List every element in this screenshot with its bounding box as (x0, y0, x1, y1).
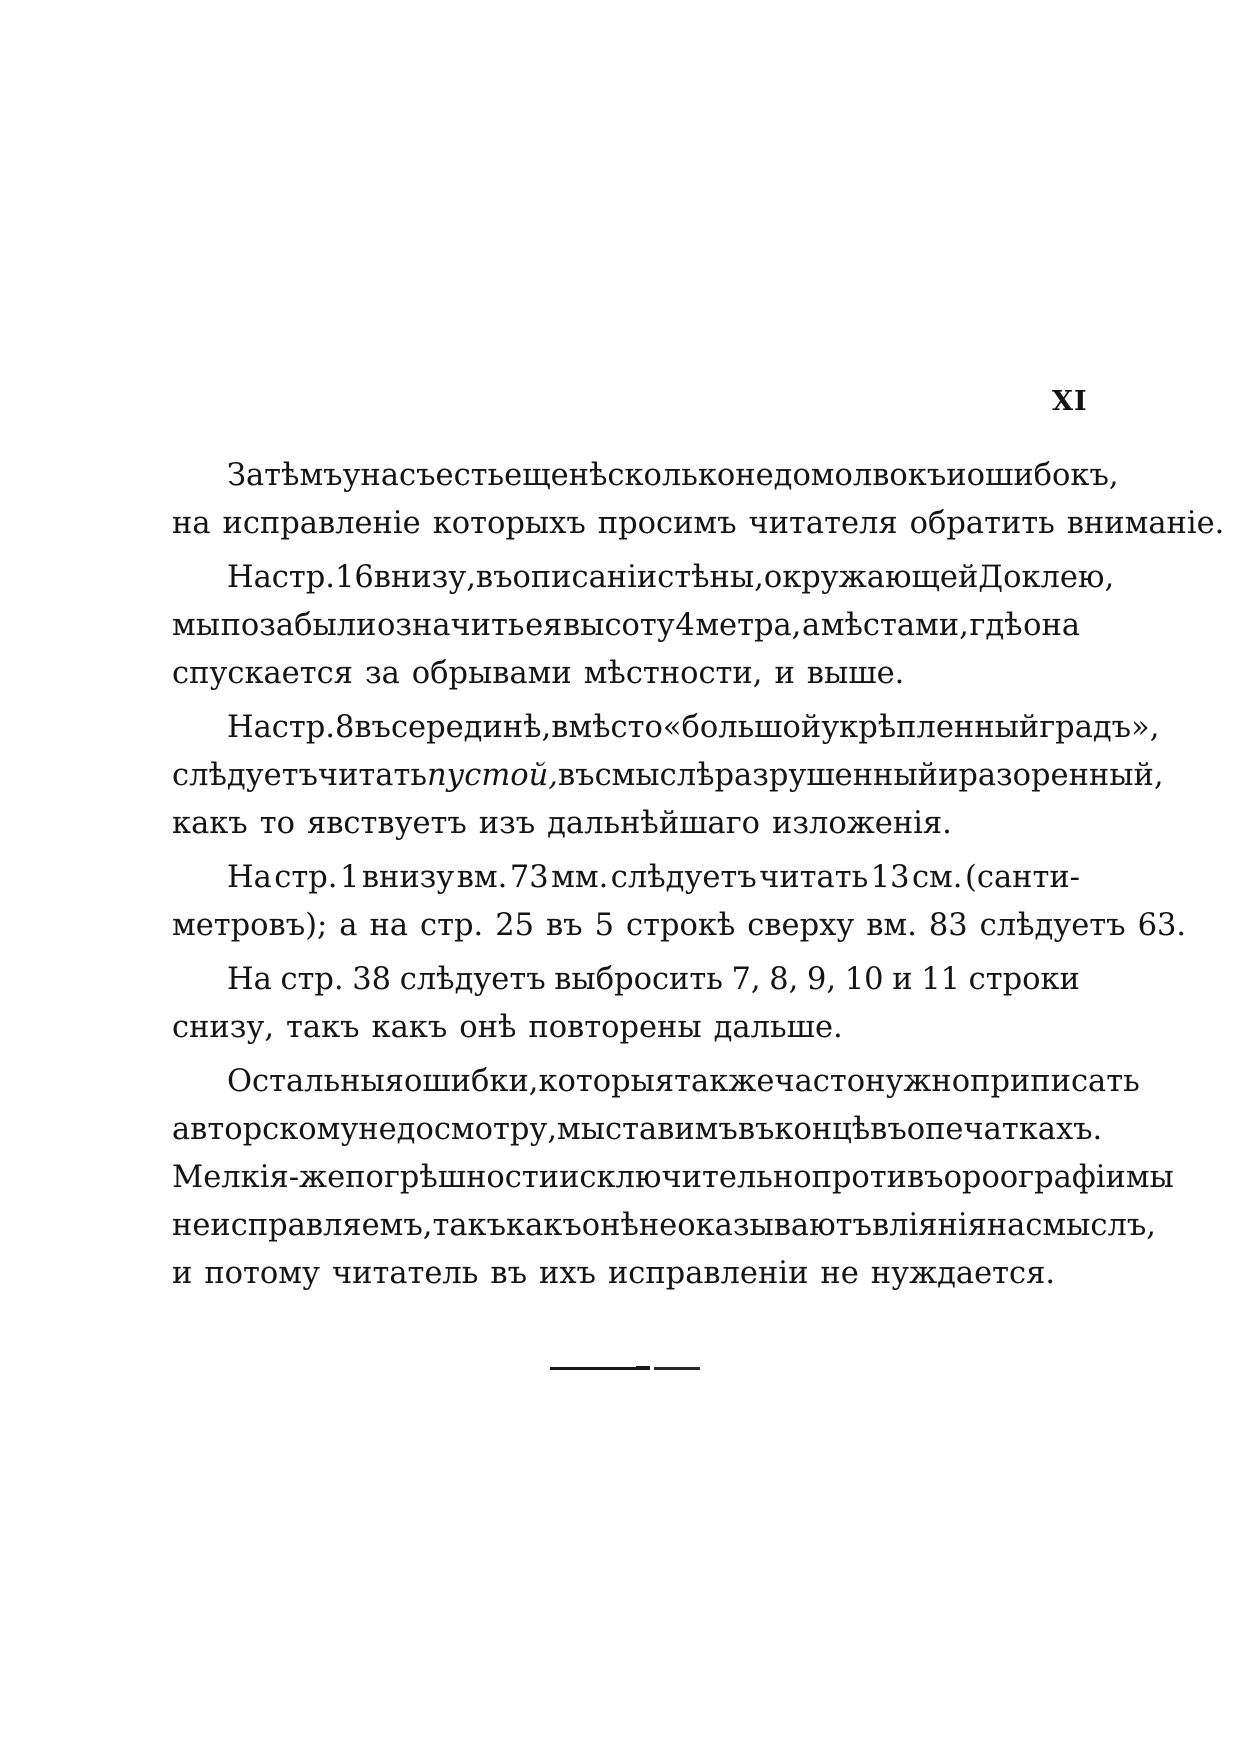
word: Затѣмъ (227, 458, 343, 493)
word: смыслѣ (594, 758, 715, 793)
word: ставимъ (605, 1112, 738, 1147)
word: описаніи (512, 560, 658, 595)
word: въ (490, 1256, 527, 1291)
word: исправленіи (607, 1256, 809, 1291)
word: На (227, 560, 272, 595)
word: слѣдуетъ (979, 908, 1126, 943)
word: окружающей (763, 560, 979, 595)
word: Остальныя (227, 1064, 404, 1099)
word: нуждается. (870, 1256, 1056, 1291)
word: 73 (509, 860, 549, 895)
word: 9, (807, 962, 837, 997)
word: обрывами (411, 656, 572, 691)
word: на (986, 1208, 1026, 1243)
word: 25 (495, 908, 534, 943)
word: читатель (331, 1256, 479, 1291)
word: у (342, 458, 361, 493)
word: на (369, 908, 408, 943)
word: гдѣ (969, 608, 1023, 643)
word: ороографіи (943, 1160, 1126, 1195)
word: 4 (675, 608, 695, 643)
word: которыя (538, 1064, 675, 1099)
word: въ (737, 1112, 775, 1147)
word: 16 (334, 560, 374, 595)
word: ошибокъ, (966, 458, 1119, 493)
word: читателя (748, 506, 898, 541)
word: вниманіе. (1066, 506, 1225, 541)
word: внизу (361, 860, 455, 895)
paragraph (172, 554, 1115, 698)
text-line (172, 1004, 1080, 1052)
word: какъ (172, 806, 248, 841)
word: На (227, 962, 272, 997)
word: 8 (334, 710, 355, 745)
end-rule-segment (654, 1367, 700, 1370)
word: «большой (662, 710, 822, 745)
word: 83 (928, 908, 968, 943)
end-rule-segment (636, 1366, 650, 1370)
word: въ (557, 758, 595, 793)
word: снизу, (172, 1010, 275, 1045)
paragraph (172, 1058, 1174, 1298)
word: 11 (921, 962, 960, 997)
word: слѣдуетъ (172, 758, 318, 793)
word: выбросить (554, 962, 723, 997)
word: спускается (172, 656, 353, 691)
word: онѣ (581, 1208, 639, 1243)
word: разоренный, (958, 758, 1164, 793)
word: 38 (352, 962, 392, 997)
text-line (172, 800, 1080, 848)
word: а (801, 608, 821, 643)
text-body (172, 452, 1225, 1298)
page-number: XI (1052, 386, 1088, 417)
word: читать (317, 758, 427, 793)
word: обратить (909, 506, 1055, 541)
word: повторены (528, 1010, 702, 1045)
word: явствуетъ (306, 806, 467, 841)
word: стр. (271, 710, 335, 745)
word: 10 (844, 962, 884, 997)
word: потому (204, 1256, 320, 1291)
text-line (172, 1106, 1103, 1154)
word: разрушенный (714, 758, 938, 793)
text-line (172, 554, 1115, 602)
word: приписать (970, 1064, 1140, 1099)
word: исключительно (559, 1160, 812, 1195)
word: она (1023, 608, 1080, 643)
word: строкѣ (625, 908, 736, 943)
word: также (674, 1064, 775, 1099)
word: позабыли (220, 608, 377, 643)
word: которыхъ (432, 506, 586, 541)
word: еще (504, 458, 569, 493)
word: такъ (286, 1010, 360, 1045)
word: пустой, (426, 758, 558, 793)
word: часто (774, 1064, 866, 1099)
word: противъ (811, 1160, 944, 1195)
word: за (364, 656, 400, 691)
word: (санти- (964, 860, 1080, 895)
word: въ (475, 560, 513, 595)
text-line (172, 752, 1164, 800)
word: метра, (695, 608, 802, 643)
word: 13 (870, 860, 910, 895)
word: изъ (478, 806, 536, 841)
word: и (937, 758, 959, 793)
word: градъ», (1039, 710, 1160, 745)
word: стр. (271, 560, 335, 595)
word: дальше. (713, 1010, 843, 1045)
text-line (172, 704, 1160, 752)
word: и (774, 656, 795, 691)
text-line (172, 902, 1187, 950)
word: 8, (769, 962, 799, 997)
word: 7, (731, 962, 761, 997)
paragraph (172, 452, 1225, 548)
text-line (172, 452, 1119, 500)
word: мм. (551, 860, 609, 895)
text-line (172, 602, 1080, 650)
word: Доклею, (978, 560, 1115, 595)
text-line (172, 1202, 1156, 1250)
word: и (892, 962, 913, 997)
word: а (339, 908, 358, 943)
word: стр. (274, 860, 338, 895)
word: не (820, 1256, 859, 1291)
word: вм. (456, 860, 508, 895)
word: насъ (360, 458, 436, 493)
word: сверху (747, 908, 855, 943)
word: опечаткахъ. (906, 1112, 1103, 1147)
word: укрѣпленный (821, 710, 1040, 745)
word: 63. (1137, 908, 1187, 943)
word: недосмотру, (358, 1112, 558, 1147)
word: въ (870, 1112, 907, 1147)
word: въ (546, 908, 583, 943)
text-line (172, 500, 1225, 548)
word: стр. (280, 962, 344, 997)
word: мы (172, 608, 220, 643)
word: недомолвокъ (735, 458, 947, 493)
end-rule-segment (550, 1367, 636, 1370)
word: строки (968, 962, 1080, 997)
word: концѣ (774, 1112, 871, 1147)
paragraph (172, 854, 1187, 950)
word: мѣстами, (820, 608, 969, 643)
word: мы (557, 1112, 606, 1147)
word: выше. (806, 656, 905, 691)
word: не (172, 1208, 211, 1243)
paragraph (172, 704, 1164, 848)
word: изложенія. (772, 806, 952, 841)
word: стр. (420, 908, 484, 943)
text-line (172, 956, 1080, 1004)
word: слѣдуетъ (399, 962, 546, 997)
word: стѣны, (657, 560, 764, 595)
word: серединѣ, (390, 710, 552, 745)
word: ошибки, (403, 1064, 539, 1099)
text-line (172, 1250, 1080, 1298)
text-line (172, 1154, 1174, 1202)
word: просимъ (597, 506, 737, 541)
word: и (946, 458, 967, 493)
word: то (259, 806, 295, 841)
word: дальнѣйшаго (547, 806, 761, 841)
word: оказываютъ (677, 1208, 872, 1243)
word: какъ (371, 1010, 448, 1045)
word: погрѣшности (345, 1160, 560, 1195)
word: авторскому (172, 1112, 359, 1147)
word: нѣсколько (568, 458, 736, 493)
text-line (172, 854, 1080, 902)
word: какъ (506, 1208, 582, 1243)
text-line (172, 1058, 1140, 1106)
word: въ (354, 710, 391, 745)
word: такъ (432, 1208, 507, 1243)
word: внизу, (373, 560, 476, 595)
word: исправляемъ, (210, 1208, 433, 1243)
word: есть (435, 458, 505, 493)
word: На (227, 710, 272, 745)
word: ихъ (539, 1256, 596, 1291)
word: 5 (594, 908, 614, 943)
word: и (172, 1256, 193, 1291)
word: на (172, 506, 211, 541)
word: метровъ); (172, 908, 328, 943)
word: На (227, 860, 272, 895)
paragraph (172, 956, 1080, 1052)
text-line (172, 650, 1080, 698)
word: мѣстности, (583, 656, 763, 691)
word: читать (759, 860, 869, 895)
word: мы (1125, 1160, 1174, 1195)
word: ея (525, 608, 563, 643)
word: смыслъ, (1025, 1208, 1156, 1243)
word: нужно (865, 1064, 971, 1099)
word: вліянія (871, 1208, 987, 1243)
word: не (638, 1208, 678, 1243)
word: вм. (866, 908, 917, 943)
word: высоту (563, 608, 675, 643)
word: 1 (339, 860, 360, 895)
word: вмѣсто (551, 710, 663, 745)
word: означить (377, 608, 525, 643)
word: слѣдуетъ (610, 860, 757, 895)
end-rule (550, 1366, 700, 1370)
word: Мелкія-же (172, 1160, 346, 1195)
word: исправленіе (222, 506, 421, 541)
word: см. (911, 860, 963, 895)
word: онѣ (459, 1010, 517, 1045)
